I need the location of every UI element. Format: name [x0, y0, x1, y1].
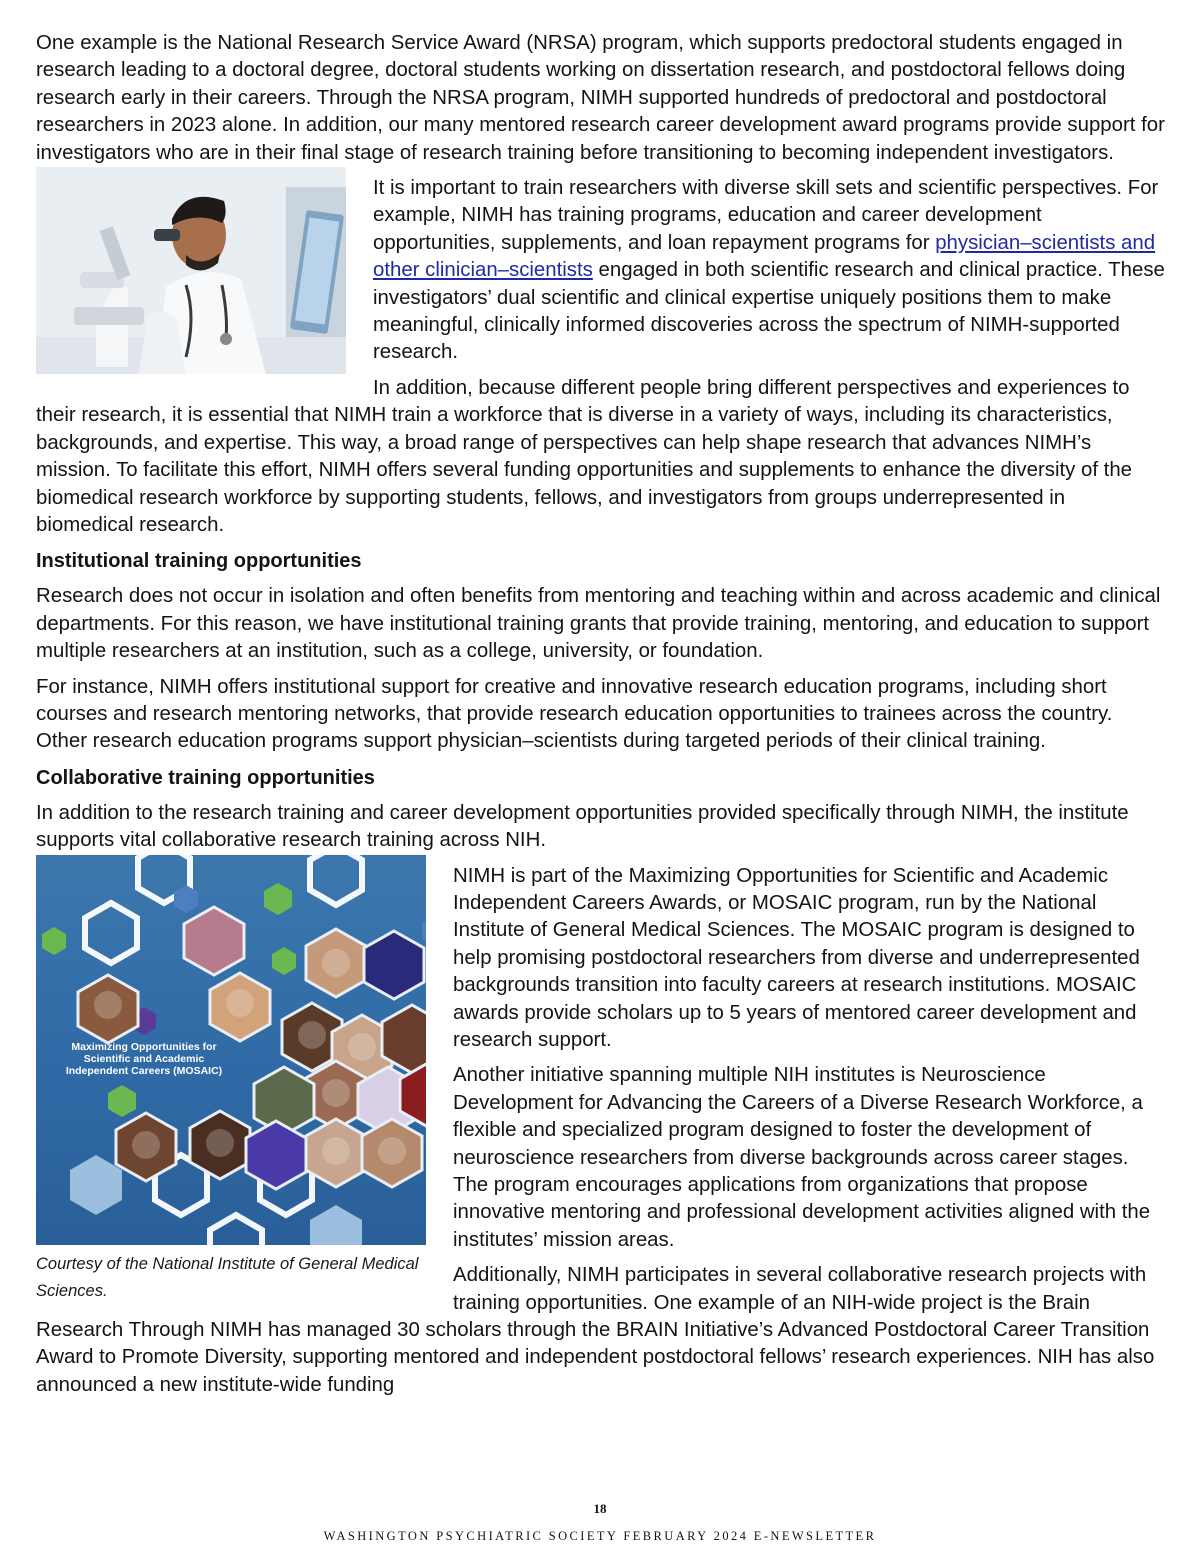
paragraph-institutional-support: For instance, NIMH offers institutional support for creative and innovative research education programs, including short courses and research mentoring networks, that provide research education opportunities to trainees across the country. Other research education programs support physician–scientists during targeted periods of their clinical training.: [36, 675, 1113, 753]
mosaic-collage-label: Maximizing Opportunities for Scientific and Academic Independent Careers (MOSAIC): [65, 1040, 223, 1077]
page-number: 18: [593, 1501, 607, 1516]
paragraph-research-isolation: Research does not occur in isolation and often benefits from mentoring and teaching within and across academic and clinical departments. For this reason, we have institutional training grants that provide training, mentoring, and education to support multiple researchers at an institution, such as a college, university, or foundation.: [36, 585, 1161, 663]
heading-collaborative-training: Collaborative training opportunities: [36, 766, 375, 789]
mosaic-collage-figure: [36, 855, 426, 1306]
heading-institutional-training: Institutional training opportunities: [36, 550, 362, 573]
paragraph-brain-initiative: Additionally, NIMH participates in several collaborative research projects with training opportunities. One example of an NIH-wide project is the Brain Research Through NIMH has managed 30 scholars through the BRAIN Initiative’s Advanced Postdoctoral Career Transition Award to Promote Diversity, supporting mentored and independent postdoctoral fellows’ research experiences. NIH has also announced a new institute-wide funding: [36, 1264, 1155, 1396]
paragraph-neuroscience-development: Another initiative spanning multiple NIH institutes is Neuroscience Development for Advancing the Careers of a Diverse Research Workforce, a flexible and specialized program designed to foster the development of neuroscience researchers from diverse backgrounds across career stages. The program encourages applications from organizations that propose innovative mentoring and professional development activities aligned with the institutes’ mission areas.: [453, 1064, 1151, 1251]
paragraph-diverse-skills-start: It is important to train researchers with diverse skill sets and scientific perspectives. For example, NIMH has training programs, education and career development opportunities, supplements, and loan repayment programs for: [373, 177, 1159, 254]
scientist-microscope-photo: [36, 167, 346, 374]
paragraph-nrsa: One example is the National Research Service Award (NRSA) program, which supports predoctoral students engaged in research leading to a doctoral degree, doctoral students working on dissertation research, and postdoctoral fellows doing research early in their careers. Through the NRSA program, NIMH supported hundreds of predoctoral and postdoctoral researchers in 2023 alone. In addition, our many mentored research career development award programs provide support for investigators who are in their final stage of research training before transitioning to becoming independent investigators.: [36, 32, 1165, 164]
clinician-scientists-link[interactable]: physician–scientists and other clinician–scientists: [373, 231, 1156, 282]
newsletter-footer: WASHINGTON PSYCHIATRIC SOCIETY FEBRUARY 2024 E-NEWSLETTER: [323, 1529, 877, 1543]
paragraph-diverse-workforce: In addition, because different people bring different perspectives and experiences to their research, it is essential that NIMH train a workforce that is diverse in a variety of ways, including its characteristics, backgrounds, and expertise. This way, a broad range of perspectives can help shape research that advances NIMH’s mission. To facilitate this effort, NIMH offers several funding opportunities and supplements to enhance the diversity of the biomedical research workforce by supporting students, fellows, and investigators from groups underrepresented in biomedical research.: [36, 376, 1133, 536]
mosaic-collage-image: [36, 855, 426, 1245]
paragraph-mosaic-program: NIMH is part of the Maximizing Opportunities for Scientific and Academic Independent Careers Awards, or MOSAIC program, run by the National Institute of General Medical Sciences. The MOSAIC program is designed to help promising postdoctoral researchers from diverse and underrepresented backgrounds transition into faculty careers at research institutions. MOSAIC awards provide scholars up to 5 years of mentored career development and research support.: [453, 864, 1140, 1051]
collage-caption: Courtesy of the National Institute of General Medical Sciences.: [36, 1254, 419, 1301]
paragraph-diverse-skills-end: engaged in both scientific research and clinical practice. These investigators’ dual scientific and clinical expertise uniquely positions them to make meaningful, clinically informed discoveries across the spectrum of NIMH-supported research.: [373, 259, 1165, 364]
scientist-illustration: [36, 167, 346, 374]
paragraph-collaborative-intro: In addition to the research training and career development opportunities provided specifically through NIMH, the institute supports vital collaborative research training across NIH.: [36, 801, 1129, 852]
article-body: [36, 30, 1166, 1399]
